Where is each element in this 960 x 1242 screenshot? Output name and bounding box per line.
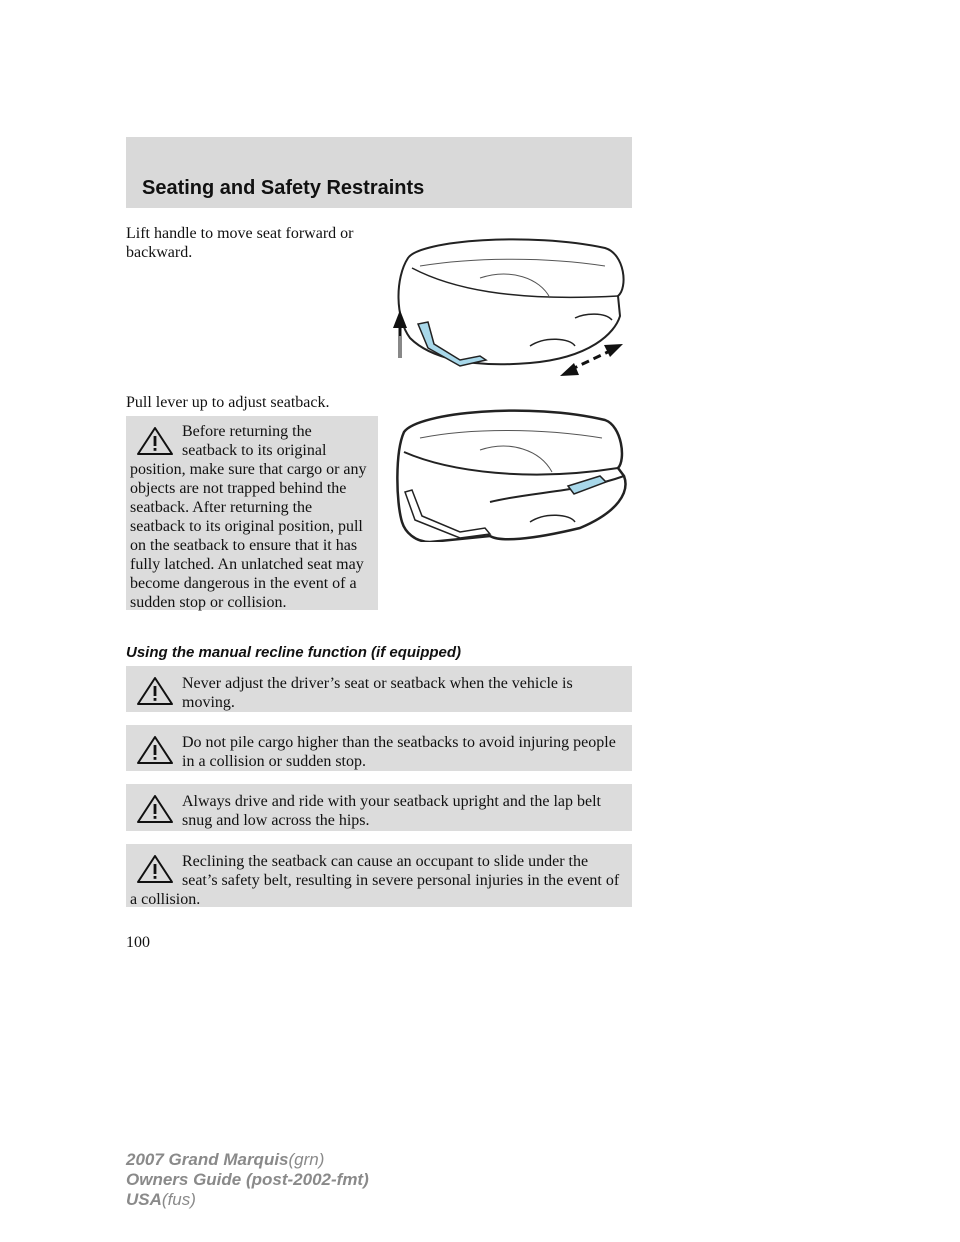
warning-box-always-drive (126, 784, 632, 831)
warning-text: Before returning the seatback to its original position, make sure that cargo or any objects are not trapped behind the seatback. After returning the seatback to its original position, pull on the seatback to ensure that it has fully latched. An unlatched seat may become dangerous in the event of a sudden stop or collision. (130, 423, 367, 611)
warning-triangle-icon (136, 794, 174, 824)
footer-guide: Owners Guide (post-2002-fmt) (126, 1170, 369, 1189)
warning-triangle-icon (136, 676, 174, 706)
warning-triangle-icon (136, 854, 174, 884)
seat-forward-backward-illustration (390, 218, 630, 383)
warning-box-never-adjust (126, 666, 632, 712)
seatback-lever-illustration (390, 392, 630, 542)
section-heading-manual-recline: Using the manual recline function (if equipped) (126, 644, 462, 661)
warning-triangle-icon (136, 426, 174, 456)
page-number: 100 (126, 934, 150, 951)
section-title: Seating and Safety Restraints (142, 177, 425, 199)
footer-market-code: (fus) (161, 1190, 196, 1209)
footer-market: USA (126, 1190, 162, 1209)
document-footer (126, 1150, 369, 1210)
section-header-band (126, 137, 632, 208)
footer-model-code: (grn) (288, 1150, 325, 1169)
footer-model: 2007 Grand Marquis (126, 1150, 289, 1169)
warning-box-before-returning (126, 416, 378, 610)
warning-text: Do not pile cargo higher than the seatbacks to avoid injuring people in a collision or sudden stop. (182, 734, 616, 770)
warning-triangle-icon (136, 735, 174, 765)
warning-text: Never adjust the driver’s seat or seatback when the vehicle is moving. (182, 675, 573, 711)
lift-handle-paragraph: Lift handle to move seat forward or backward. (126, 225, 354, 261)
warning-text: Always drive and ride with your seatback upright and the lap belt snug and low across the hips. (182, 793, 601, 829)
warning-text: Reclining the seatback can cause an occupant to slide under the seat’s safety belt, resulting in severe personal injuries in the event of a collision. (130, 853, 620, 908)
warning-box-reclining (126, 844, 632, 907)
pull-lever-paragraph: Pull lever up to adjust seatback. (126, 394, 330, 411)
warning-box-do-not-pile (126, 725, 632, 771)
